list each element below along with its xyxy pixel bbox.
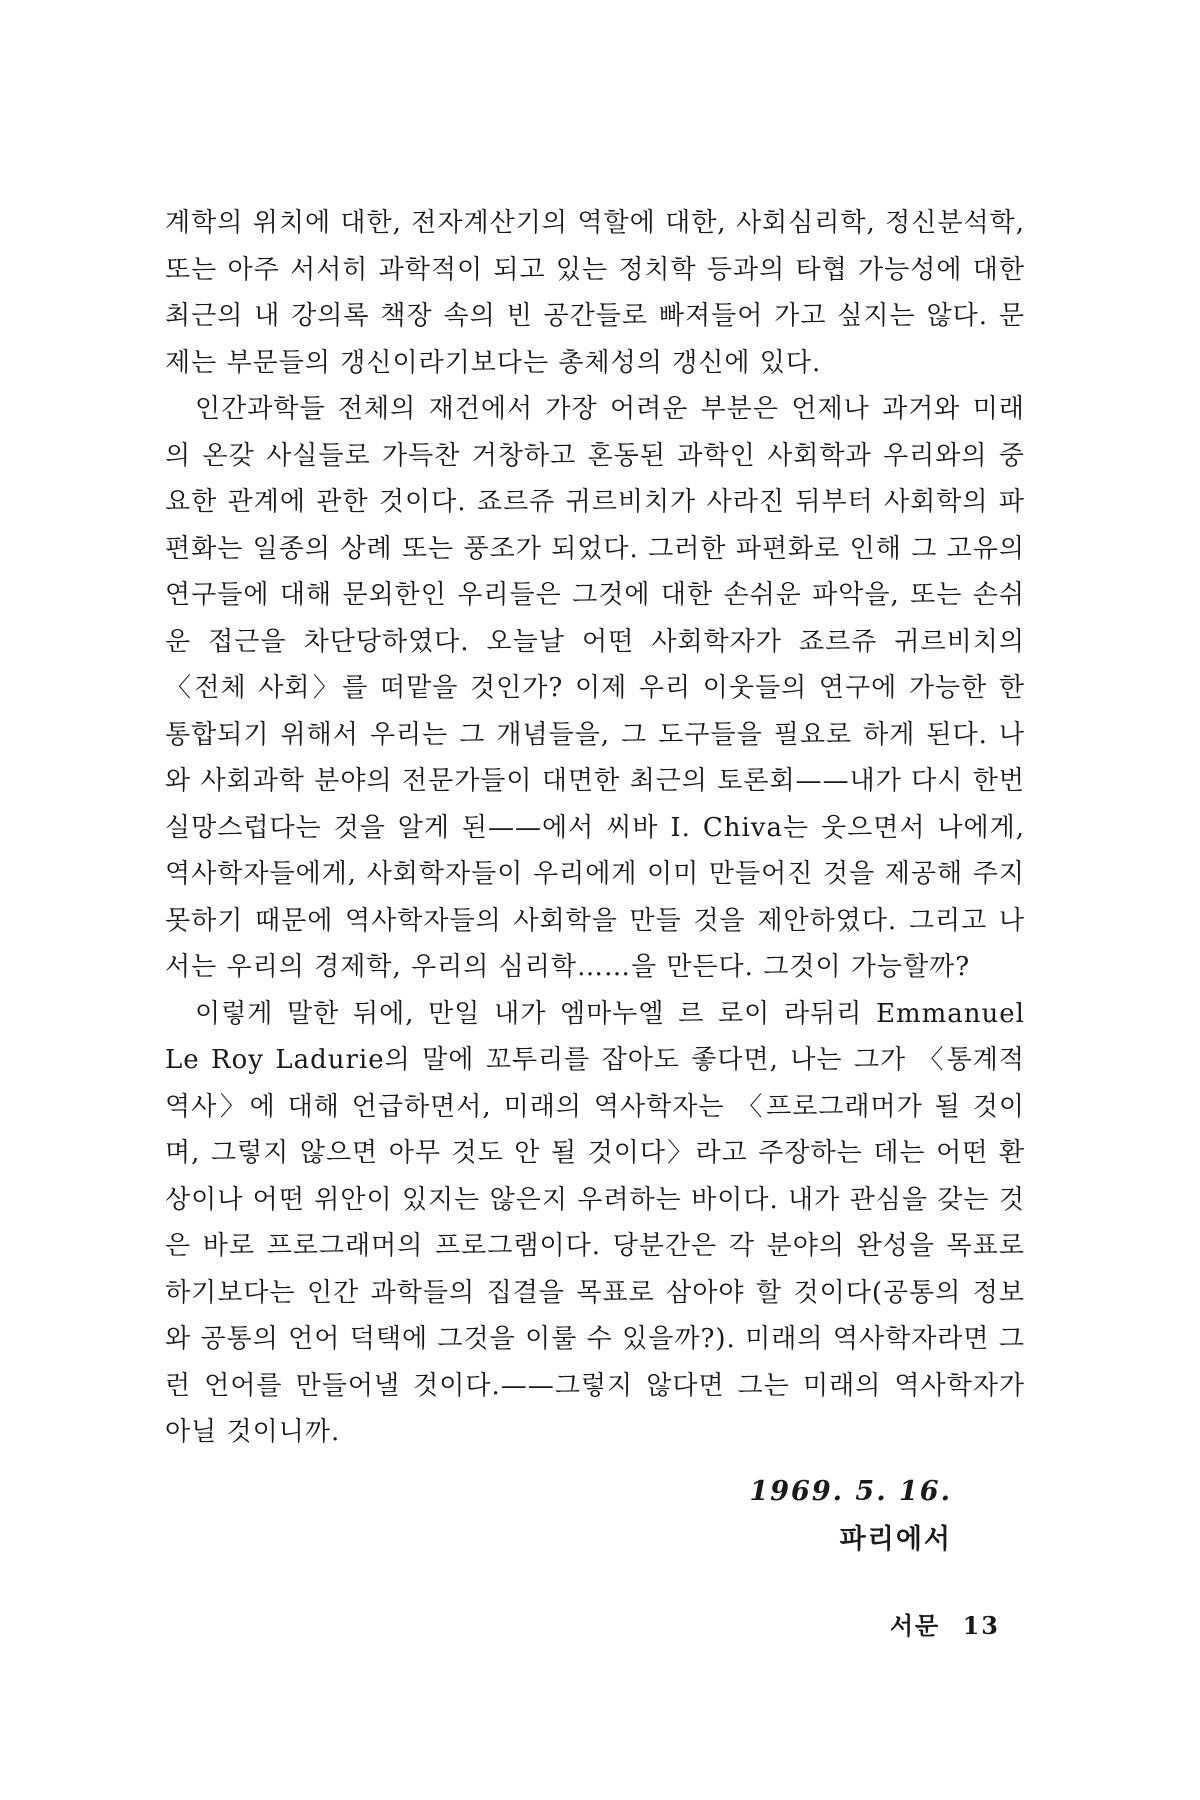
signature-date: 1969. 5. 16. (749, 1476, 952, 1507)
paragraph: 이렇게 말한 뒤에, 만일 내가 엠마누엘 르 로이 라뒤리 Emmanuel Le Roy Ladurie의 말에 꼬투리를 잡아도 좋다면, 나는 그가 〈통계적 역사〉에 대해 언급하면서, 미래의 역사학자는 〈프로그래머가 될 것이며, 그렇지 않으면 아무 것도 안 될 것이다〉라고 주장하는 데는 어떤 환상이나 어떤 위안이 있지는 않은지 우려하는 바이다. 내가 관심을 갖는 것은 바로 프로그래머의 프로그램이다. 당분간은 각 분야의 완성을 목표로 하기보다는 인간 과학들의 집결을 목표로 삼아야 할 것이다(공통의 정보와 공통의 언어 덕택에 그것을 이룰 수 있을까?). 미래의 역사학자라면 그런 언어를 만들어낼 것이다.——그렇지 않다면 그는 미래의 역사학자가 아닐 것이니까. (165, 998, 1025, 1447)
paragraph: 인간과학들 전체의 재건에서 가장 어려운 부분은 언제나 과거와 미래의 온갖 사실들로 가득찬 거창하고 혼동된 과학인 사회학과 우리와의 중요한 관계에 관한 것이다. 죠르쥬 귀르비치가 사라진 뒤부터 사회학의 파편화는 일종의 상례 또는 풍조가 되었다. 그러한 파편화로 인해 그 고유의 연구들에 대해 문외한인 우리들은 그것에 대한 손쉬운 파악을, 또는 손쉬운 접근을 차단당하였다. 오늘날 어떤 사회학자가 죠르쥬 귀르비치의 〈전체 사회〉를 떠맡을 것인가? 이제 우리 이웃들의 연구에 가능한 한 통합되기 위해서 우리는 그 개념들을, 그 도구들을 필요로 하게 된다. 나와 사회과학 분야의 전문가들이 대면한 최근의 토론회——내가 다시 한번 실망스럽다는 것을 알게 된——에서 씨바 I. Chiva는 웃으면서 나에게, 역사학자들에게, 사회학자들이 우리에게 이미 만들어진 것을 제공해 주지 못하기 때문에 역사학자들의 사회학을 만들 것을 제안하였다. 그리고 나서는 우리의 경제학, 우리의 심리학……을 만든다. 그것이 가능할까? (165, 394, 1025, 982)
paragraph-continued: 계학의 위치에 대한, 전자계산기의 역할에 대한, 사회심리학, 정신분석학, 또는 아주 서서히 과학적이 되고 있는 정치학 등과의 타협 가능성에 대한 최근의 내 강의록 책장 속의 빈 공간들로 빠져들어 가고 싶지는 않다. 문제는 부문들의 갱신이라기보다는 총체성의 갱신에 있다. (165, 208, 1025, 378)
signature-place: 파리에서 (839, 1524, 952, 1555)
page-number: 13 (962, 1611, 1000, 1640)
page-footer (890, 1606, 1000, 1641)
signature-block (749, 1468, 952, 1564)
footer-section-title: 서문 (889, 1611, 941, 1640)
body-text (165, 200, 1025, 1456)
